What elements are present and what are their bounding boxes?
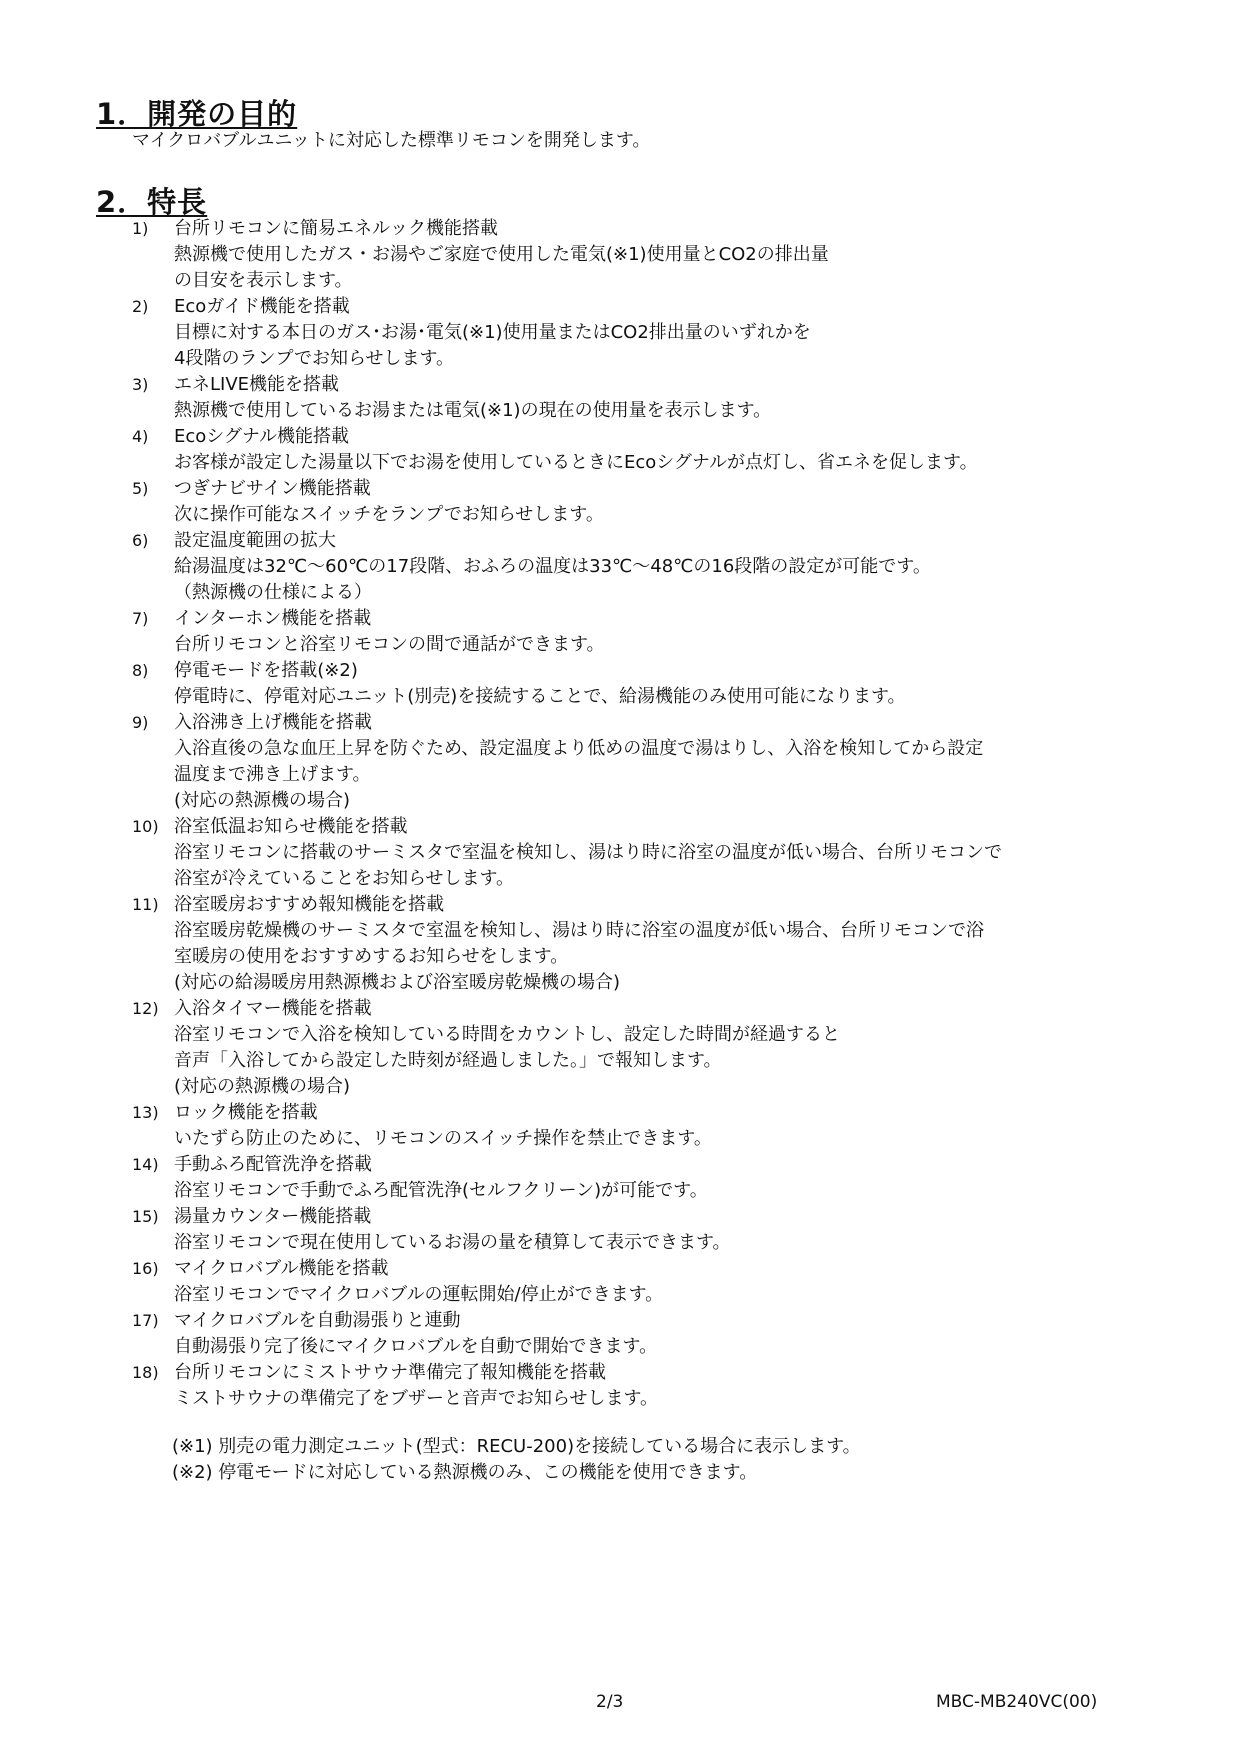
feature-number: 1) [132, 219, 149, 238]
feature-description-line: 台所リモコンと浴室リモコンの間で通話ができます。 [174, 634, 605, 655]
feature-title: Ecoガイド機能を搭載 [174, 296, 350, 317]
list-item [132, 996, 1172, 1100]
feature-description-line: 入浴直後の急な血圧上昇を防ぐため、設定温度より低めの温度で湯はりし、入浴を検知してから設定 [174, 738, 984, 759]
feature-description-line: 浴室リモコンで手動でふろ配管洗浄(セルフクリーン)が可能です。 [174, 1180, 708, 1201]
feature-description-line: 停電時に、停電対応ユニット(別売)を接続することで、給湯機能のみ使用可能になります。 [174, 686, 906, 707]
feature-description-line: 熱源機で使用しているお湯または電気(※1)の現在の使用量を表示します。 [174, 400, 772, 421]
feature-title: つぎナビサイン機能搭載 [174, 478, 371, 499]
feature-body [174, 216, 1172, 294]
feature-body [174, 1360, 1172, 1412]
section-heading-purpose: 1．開発の目的 [96, 97, 298, 131]
feature-body [174, 476, 1172, 528]
feature-description-line: (対応の熱源機の場合) [174, 1076, 351, 1097]
feature-number: 2) [132, 297, 149, 316]
list-item [132, 710, 1172, 814]
list-item [132, 1100, 1172, 1152]
feature-body [174, 1256, 1172, 1308]
list-item [132, 528, 1172, 606]
feature-description-line: 自動湯張り完了後にマイクロバブルを自動で開始できます。 [174, 1336, 658, 1357]
feature-description-line: 目標に対する本日のガス･お湯･電気(※1)使用量またはCO2排出量のいずれかを [174, 322, 811, 343]
feature-description-line: 浴室リモコンで入浴を検知している時間をカウントし、設定した時間が経過すると [174, 1024, 840, 1045]
feature-number: 13) [132, 1103, 159, 1122]
feature-number: 10) [132, 817, 159, 836]
feature-description-line: 浴室暖房乾燥機のサーミスタで室温を検知し、湯はり時に浴室の温度が低い場合、台所リモコンで浴 [174, 920, 984, 941]
feature-description-line: の目安を表示します。 [174, 270, 353, 291]
feature-description-line: 次に操作可能なスイッチをランプでお知らせします。 [174, 504, 604, 525]
feature-body [174, 1100, 1172, 1152]
footnote: (※1) 別売の電力測定ユニット(型式：RECU-200)を接続している場合に表示します。 [172, 1436, 861, 1457]
feature-title: ロック機能を搭載 [174, 1102, 318, 1123]
feature-body [174, 996, 1172, 1100]
footnotes [172, 1434, 861, 1486]
feature-title: エネLIVE機能を搭載 [174, 374, 340, 395]
feature-body [174, 372, 1172, 424]
list-item [132, 1256, 1172, 1308]
feature-body [174, 294, 1172, 372]
feature-number: 6) [132, 531, 149, 550]
feature-description-line: 室暖房の使用をおすすめするお知らせをします。 [174, 946, 569, 967]
feature-title: 台所リモコンに簡易エネルック機能搭載 [174, 218, 498, 239]
feature-number: 7) [132, 609, 149, 628]
list-item [132, 1360, 1172, 1412]
feature-body [174, 528, 1172, 606]
feature-list [132, 216, 1172, 1412]
feature-number: 8) [132, 661, 149, 680]
feature-title: Ecoシグナル機能搭載 [174, 426, 350, 447]
feature-body [174, 892, 1172, 996]
feature-description-line: 浴室リモコンでマイクロバブルの運転開始/停止ができます。 [174, 1284, 664, 1305]
feature-number: 16) [132, 1259, 159, 1278]
feature-body [174, 1204, 1172, 1256]
feature-number: 12) [132, 999, 159, 1018]
feature-description-line: お客様が設定した湯量以下でお湯を使用しているときにEcoシグナルが点灯し、省エネを促します。 [174, 452, 978, 473]
list-item [132, 892, 1172, 996]
feature-number: 14) [132, 1155, 159, 1174]
feature-description-line: 浴室が冷えていることをお知らせします。 [174, 868, 515, 889]
feature-title: 台所リモコンにミストサウナ準備完了報知機能を搭載 [174, 1362, 606, 1383]
feature-description-line: (対応の給湯暖房用熱源機および浴室暖房乾燥機の場合) [174, 972, 621, 993]
feature-body [174, 1152, 1172, 1204]
feature-title: 手動ふろ配管洗浄を搭載 [174, 1154, 372, 1175]
feature-number: 17) [132, 1311, 159, 1330]
feature-description-line: 給湯温度は32℃～60℃の17段階、おふろの温度は33℃～48℃の16段階の設定が可能です。 [174, 556, 931, 577]
feature-title: 湯量カウンター機能搭載 [174, 1206, 372, 1227]
feature-description-line: 熱源機で使用したガス・お湯やご家庭で使用した電気(※1)使用量とCO2の排出量 [174, 244, 829, 265]
page-number: 2/3 [596, 1692, 624, 1712]
feature-body [174, 658, 1172, 710]
feature-number: 5) [132, 479, 149, 498]
section-heading-features: 2．特長 [96, 185, 208, 219]
feature-description-line: 音声「入浴してから設定した時刻が経過しました。」で報知します。 [174, 1050, 722, 1071]
feature-description-line: 浴室リモコンで現在使用しているお湯の量を積算して表示できます。 [174, 1232, 731, 1253]
feature-number: 11) [132, 895, 159, 914]
feature-title: 設定温度範囲の拡大 [174, 530, 336, 551]
feature-body [174, 606, 1172, 658]
purpose-text: マイクロバブルユニットに対応した標準リモコンを開発します。 [132, 130, 651, 151]
list-item [132, 606, 1172, 658]
list-item [132, 294, 1172, 372]
list-item [132, 814, 1172, 892]
feature-title: 浴室低温お知らせ機能を搭載 [174, 816, 408, 837]
feature-title: 停電モードを搭載(※2) [174, 660, 358, 681]
feature-description-line: （熱源機の仕様による） [174, 582, 372, 603]
feature-title: 浴室暖房おすすめ報知機能を搭載 [174, 894, 445, 915]
feature-description-line: いたずら防止のために、リモコンのスイッチ操作を禁止できます。 [174, 1128, 712, 1149]
feature-number: 3) [132, 375, 149, 394]
list-item [132, 1204, 1172, 1256]
feature-description-line: 4段階のランプでお知らせします。 [174, 348, 455, 369]
feature-description-line: ミストサウナの準備完了をブザーと音声でお知らせします。 [174, 1388, 659, 1409]
feature-description-line: 浴室リモコンに搭載のサーミスタで室温を検知し、湯はり時に浴室の温度が低い場合、台所リモコンで [174, 842, 1002, 863]
list-item [132, 658, 1172, 710]
feature-title: インターホン機能を搭載 [174, 608, 372, 629]
feature-body [174, 424, 1172, 476]
feature-number: 15) [132, 1207, 159, 1226]
footnote: (※2) 停電モードに対応している熱源機のみ、この機能を使用できます。 [172, 1462, 758, 1483]
list-item [132, 216, 1172, 294]
list-item [132, 1308, 1172, 1360]
feature-title: 入浴沸き上げ機能を搭載 [174, 712, 372, 733]
feature-description-line: 温度まで沸き上げます。 [174, 764, 371, 785]
feature-body [174, 1308, 1172, 1360]
feature-body [174, 814, 1172, 892]
document-code: MBC-MB240VC(00) [936, 1692, 1098, 1712]
feature-description-line: (対応の熱源機の場合) [174, 790, 351, 811]
list-item [132, 372, 1172, 424]
feature-title: マイクロバブル機能を搭載 [174, 1258, 389, 1279]
list-item [132, 476, 1172, 528]
feature-number: 18) [132, 1363, 159, 1382]
feature-number: 9) [132, 713, 149, 732]
list-item [132, 424, 1172, 476]
feature-number: 4) [132, 427, 149, 446]
feature-body [174, 710, 1172, 814]
list-item [132, 1152, 1172, 1204]
feature-title: 入浴タイマー機能を搭載 [174, 998, 372, 1019]
feature-title: マイクロバブルを自動湯張りと連動 [174, 1310, 461, 1331]
